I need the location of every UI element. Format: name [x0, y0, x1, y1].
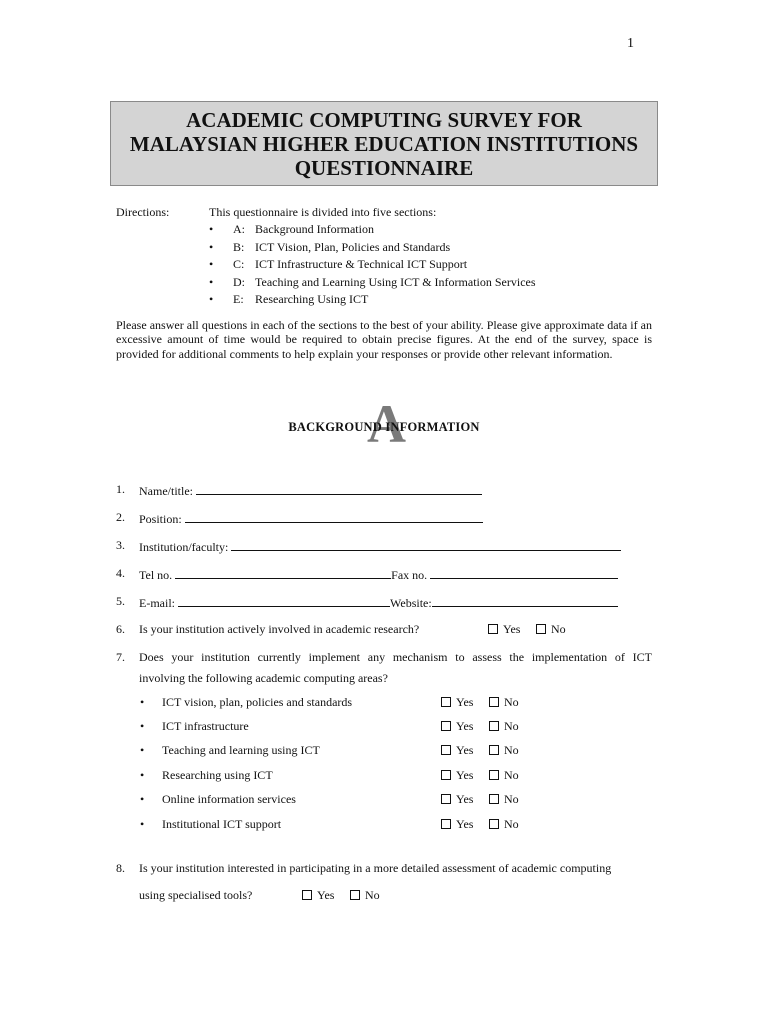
question-number: 5.: [116, 594, 125, 608]
checkbox-icon[interactable]: [302, 890, 312, 900]
q7-item-no-option[interactable]: No: [489, 792, 519, 807]
checkbox-icon[interactable]: [488, 624, 498, 634]
question-7-text-line2: involving the following academic computing areas?: [139, 671, 388, 685]
q7-item-label: Researching using ICT: [162, 768, 273, 782]
bullet-icon: •: [140, 743, 145, 757]
checkbox-icon[interactable]: [489, 770, 499, 780]
title-line-2: MALAYSIAN HIGHER EDUCATION INSTITUTIONS: [129, 131, 639, 156]
q7-item-label: Teaching and learning using ICT: [162, 743, 320, 757]
bullet-icon: •: [209, 222, 214, 236]
q8-no-option[interactable]: No: [350, 888, 380, 903]
position-field[interactable]: [185, 510, 483, 523]
q7-item-yes-option[interactable]: Yes: [441, 817, 473, 832]
section-list-item: • B: ICT Vision, Plan, Policies and Standards: [209, 239, 536, 257]
checkbox-icon[interactable]: [489, 794, 499, 804]
question-2: Position:: [139, 510, 483, 527]
q7-item-no-option[interactable]: No: [489, 743, 519, 758]
question-6-text: Is your institution actively involved in academic research?: [139, 622, 420, 636]
checkbox-icon[interactable]: [441, 819, 451, 829]
checkbox-icon[interactable]: [441, 794, 451, 804]
question-8-text-line2: using specialised tools?: [139, 888, 253, 902]
section-list-item: • C: ICT Infrastructure & Technical ICT Support: [209, 256, 536, 274]
checkbox-icon[interactable]: [441, 770, 451, 780]
q7-item-yes-option[interactable]: Yes: [441, 719, 473, 734]
checkbox-icon[interactable]: [350, 890, 360, 900]
question-number: 6.: [116, 622, 125, 636]
q7-item-yes-option[interactable]: Yes: [441, 768, 473, 783]
section-heading: BACKGROUND INFORMATION: [288, 420, 480, 434]
checkbox-icon[interactable]: [441, 721, 451, 731]
q7-item-label: ICT infrastructure: [162, 719, 249, 733]
website-field[interactable]: [432, 594, 618, 607]
bullet-icon: •: [209, 239, 214, 254]
section-list-item: • E: Researching Using ICT: [209, 291, 536, 309]
q7-item-yes-option[interactable]: Yes: [441, 695, 473, 710]
directions-label: Directions:: [116, 205, 170, 219]
q7-item-yes-option[interactable]: Yes: [441, 792, 473, 807]
q7-item-no-option[interactable]: No: [489, 719, 519, 734]
checkbox-icon[interactable]: [536, 624, 546, 634]
section-letter: A: [367, 394, 406, 454]
question-4: Tel no. Fax no.: [139, 566, 618, 583]
title-line-1: ACADEMIC COMPUTING SURVEY FOR: [186, 107, 582, 132]
instructions-paragraph: Please answer all questions in each of the sections to the best of your ability. Please give approximate data if an excessive amount of time would be required to obtain precise figures. At the end of the survey, space is provided for additional comments to help explain your responses or provide other relevant information.: [116, 318, 652, 361]
title-line-3: QUESTIONNAIRE: [294, 155, 474, 180]
email-field[interactable]: [178, 594, 390, 607]
q7-item-label: Online information services: [162, 792, 296, 806]
bullet-icon: •: [140, 817, 145, 831]
question-7-text-line1: Does your institution currently implement any mechanism to assess the implementation of ICT: [139, 650, 652, 664]
question-number: 3.: [116, 538, 125, 552]
bullet-icon: •: [140, 719, 145, 733]
question-number: 1.: [116, 482, 125, 496]
fax-no-field[interactable]: [430, 566, 618, 579]
section-list-item: • D: Teaching and Learning Using ICT & Information Services: [209, 274, 536, 292]
question-number: 2.: [116, 510, 125, 524]
q7-item-no-option[interactable]: No: [489, 768, 519, 783]
q7-item-label: ICT vision, plan, policies and standards: [162, 695, 353, 709]
bullet-icon: •: [140, 792, 145, 806]
checkbox-icon[interactable]: [489, 697, 499, 707]
name-title-field[interactable]: [196, 482, 482, 495]
q7-item-no-option[interactable]: No: [489, 695, 519, 710]
question-1: Name/title:: [139, 482, 482, 499]
bullet-icon: •: [140, 768, 145, 782]
checkbox-icon[interactable]: [441, 745, 451, 755]
checkbox-icon[interactable]: [489, 745, 499, 755]
bullet-icon: •: [209, 257, 214, 271]
question-number: 8.: [116, 861, 125, 875]
checkbox-icon[interactable]: [441, 697, 451, 707]
question-8-text-line1: Is your institution interested in participating in a more detailed assessment of academic computing: [139, 861, 612, 875]
bullet-icon: •: [140, 695, 145, 709]
question-3: Institution/faculty:: [139, 538, 621, 555]
question-number: 7.: [116, 650, 125, 664]
directions-intro: This questionnaire is divided into five sections:: [209, 205, 437, 219]
q7-item-yes-option[interactable]: Yes: [441, 743, 473, 758]
survey-title-box: [110, 101, 658, 186]
checkbox-icon[interactable]: [489, 721, 499, 731]
question-5: E-mail: Website:: [139, 594, 618, 611]
q6-no-option[interactable]: No: [536, 622, 566, 637]
q7-item-no-option[interactable]: No: [489, 817, 519, 832]
tel-no-field[interactable]: [175, 566, 391, 579]
q7-item-label: Institutional ICT support: [162, 817, 282, 831]
bullet-icon: •: [209, 292, 214, 306]
q8-yes-option[interactable]: Yes: [302, 888, 334, 903]
bullet-icon: •: [209, 274, 214, 289]
section-list: [209, 221, 536, 309]
checkbox-icon[interactable]: [489, 819, 499, 829]
page-number: 1: [627, 36, 634, 51]
question-number: 4.: [116, 566, 125, 580]
section-list-item: • A: Background Information: [209, 221, 536, 239]
q6-yes-option[interactable]: Yes: [488, 622, 520, 637]
institution-faculty-field[interactable]: [231, 538, 621, 551]
